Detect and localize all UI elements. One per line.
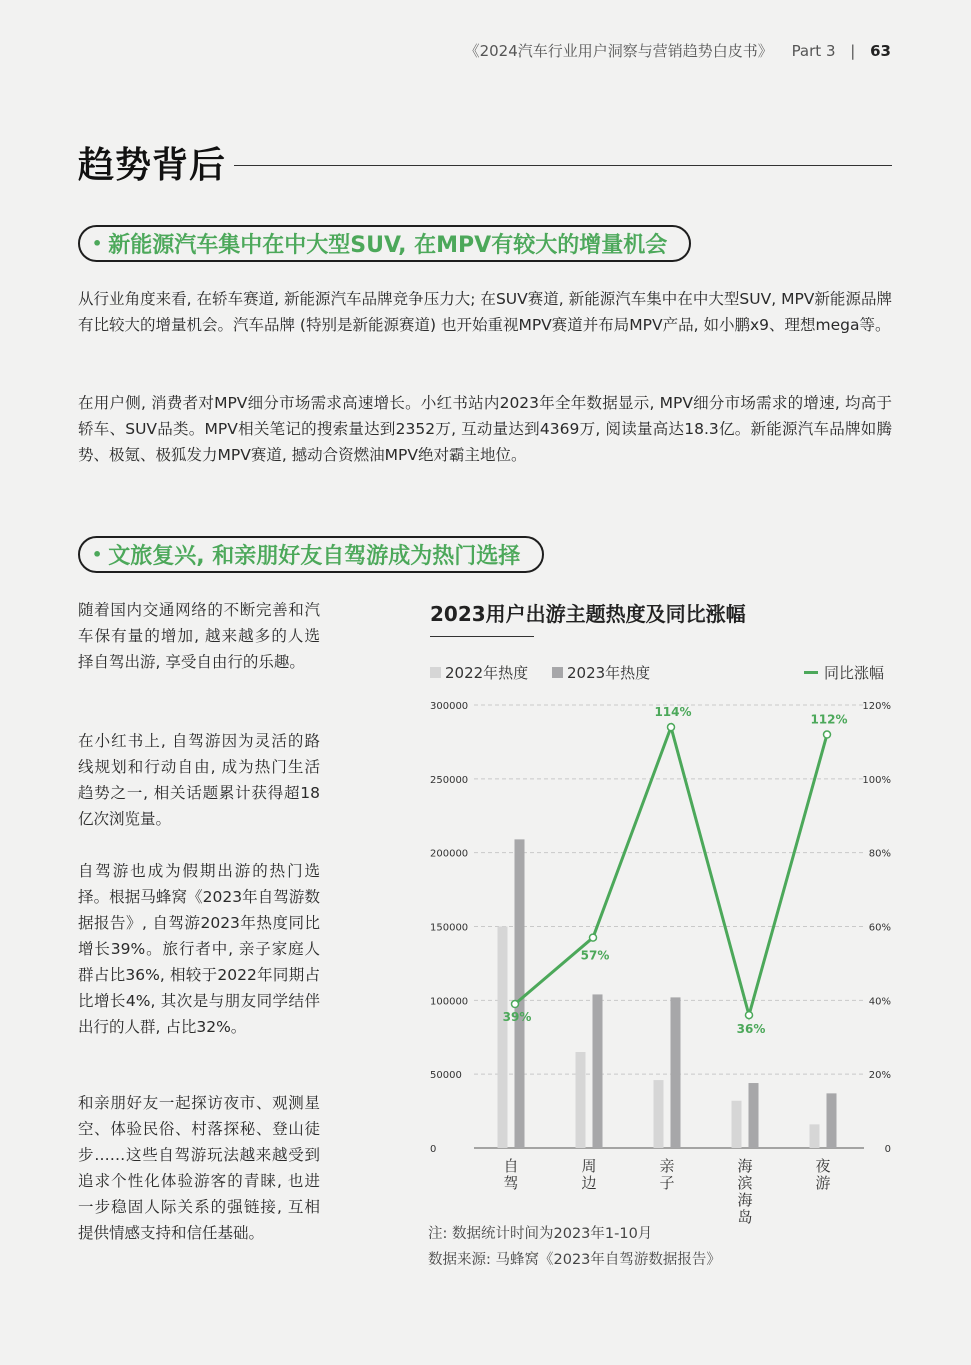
legend-2023	[552, 662, 650, 683]
subheading-2-text: 文旅复兴, 和亲朋好友自驾游成为热门选择	[108, 544, 521, 569]
chart-source: 数据来源: 马蜂窝《2023年自驾游数据报告》	[428, 1252, 721, 1268]
bar-2022	[732, 1101, 742, 1148]
y-left-tick-label: 150000	[430, 922, 469, 934]
growth-point	[668, 724, 675, 731]
subheading-1-text: 新能源汽车集中在中大型SUV, 在MPV有较大的增量机会	[108, 233, 668, 258]
x-tick-label: 周	[581, 1157, 597, 1175]
bar-2023	[671, 997, 681, 1148]
legend-label-2023: 2023年热度	[567, 664, 651, 682]
y-left-tick-label: 0	[430, 1144, 437, 1155]
growth-data-label: 57%	[580, 948, 610, 963]
subheading-1	[78, 225, 691, 262]
bullet-icon: •	[92, 545, 103, 564]
subheading-2	[78, 536, 544, 573]
chart-title: 2023用户出游主题热度及同比涨幅	[430, 602, 746, 626]
part-label: Part 3	[791, 42, 836, 60]
growth-point	[746, 1012, 753, 1019]
y-right-tick-label: 60%	[868, 922, 891, 934]
legend-line-icon	[804, 671, 818, 674]
x-tick-label: 亲	[659, 1157, 675, 1175]
y-left-tick-label: 100000	[430, 996, 469, 1008]
x-tick-label: 游	[815, 1174, 831, 1192]
bar-2022	[810, 1124, 820, 1148]
page-number: 63	[870, 42, 891, 60]
y-right-tick-label: 40%	[868, 996, 891, 1008]
growth-point	[512, 1001, 519, 1008]
x-tick-label: 海	[737, 1157, 753, 1175]
x-tick-label: 自	[503, 1157, 519, 1175]
y-left-tick-label: 300000	[430, 701, 469, 712]
legend-swatch-2022	[430, 667, 441, 678]
legend-label-2022: 2022年热度	[445, 664, 529, 682]
growth-point	[824, 731, 831, 738]
legend-growth	[804, 662, 884, 683]
y-right-tick-label: 20%	[868, 1070, 891, 1082]
y-left-tick-label: 50000	[430, 1070, 462, 1082]
paragraph-1: 从行业角度来看, 在轿车赛道, 新能源汽车品牌竞争压力大; 在SUV赛道, 新能源汽车集中在中大型SUV, MPV新能源品牌有比较大的增量机会。汽车品牌 (特别是新能源赛道) 也开始重视MPV赛道并布局MPV产品, 如小鹏x9、理想mega等。	[78, 290, 892, 334]
doc-title: 《2024汽车行业用户洞察与营销趋势白皮书》	[464, 42, 773, 60]
growth-data-label: 39%	[502, 1010, 532, 1025]
header-divider: |	[850, 42, 856, 60]
x-tick-label: 岛	[737, 1208, 753, 1226]
y-right-tick-label: 80%	[868, 848, 891, 860]
section-title: 趋势背后	[78, 145, 227, 186]
chart-svg	[420, 690, 900, 1235]
section-title-rule	[234, 165, 892, 166]
side-paragraph-1: 随着国内交通网络的不断完善和汽车保有量的增加, 越来越多的人选择自驾出游, 享受自由行的乐趣。	[78, 601, 320, 671]
bar-2023	[593, 994, 603, 1148]
legend-swatch-2023	[552, 667, 563, 678]
x-tick-label: 驾	[503, 1174, 519, 1192]
legend-label-growth: 同比涨幅	[824, 664, 885, 682]
side-paragraph-3: 自驾游也成为假期出游的热门选择。根据马蜂窝《2023年自驾游数据报告》, 自驾游2023年热度同比增长39%。旅行者中, 亲子家庭人群占比36%, 相较于2022年同期占比增长4%, 其次是与朋友同学结伴出行的人群, 占比32%。	[78, 862, 320, 1036]
growth-data-label: 36%	[736, 1022, 766, 1037]
x-tick-label: 夜	[815, 1157, 831, 1175]
y-right-tick-label: 120%	[862, 701, 891, 712]
bar-2022	[498, 927, 508, 1149]
bar-2023	[515, 839, 525, 1148]
growth-line	[515, 727, 827, 1015]
chart-title-rule	[430, 636, 534, 637]
growth-data-label: 114%	[654, 705, 692, 720]
y-right-tick-label: 0	[884, 1144, 891, 1155]
side-paragraph-4: 和亲朋好友一起探访夜市、观测星空、体验民俗、村落探秘、登山徒步……这些自驾游玩法越来越受到追求个性化体验游客的青睐, 也进一步稳固人际关系的强链接, 互相提供情感支持和信任基础。	[78, 1094, 320, 1242]
bar-2023	[749, 1083, 759, 1148]
x-tick-label: 海	[737, 1191, 753, 1209]
x-tick-label: 边	[581, 1174, 597, 1192]
bullet-icon: •	[92, 234, 103, 253]
side-paragraph-2: 在小红书上, 自驾游因为灵活的路线规划和行动自由, 成为热门生活趋势之一, 相关话题累计获得超18亿次浏览量。	[78, 732, 320, 828]
chart-note: 注: 数据统计时间为2023年1-10月	[428, 1226, 653, 1242]
growth-point	[590, 934, 597, 941]
growth-data-label: 112%	[810, 712, 848, 727]
y-left-tick-label: 200000	[430, 848, 469, 860]
bar-2023	[827, 1093, 837, 1148]
x-tick-label: 子	[659, 1174, 675, 1192]
y-right-tick-label: 100%	[862, 774, 891, 786]
paragraph-2: 在用户侧, 消费者对MPV细分市场需求高速增长。小红书站内2023年全年数据显示, MPV细分市场需求的增速, 均高于轿车、SUV品类。MPV相关笔记的搜索量达到2352万, 互动量达到4369万, 阅读量高达18.3亿。新能源汽车品牌如腾势、极氪、极狐发力MPV赛道, 撼动合资燃油MPV绝对霸主地位。	[78, 394, 892, 464]
legend-2022	[430, 662, 528, 683]
y-left-tick-label: 250000	[430, 774, 469, 786]
x-tick-label: 滨	[737, 1174, 753, 1192]
bar-2022	[576, 1052, 586, 1148]
bar-2022	[654, 1080, 664, 1148]
page-header	[465, 40, 891, 61]
